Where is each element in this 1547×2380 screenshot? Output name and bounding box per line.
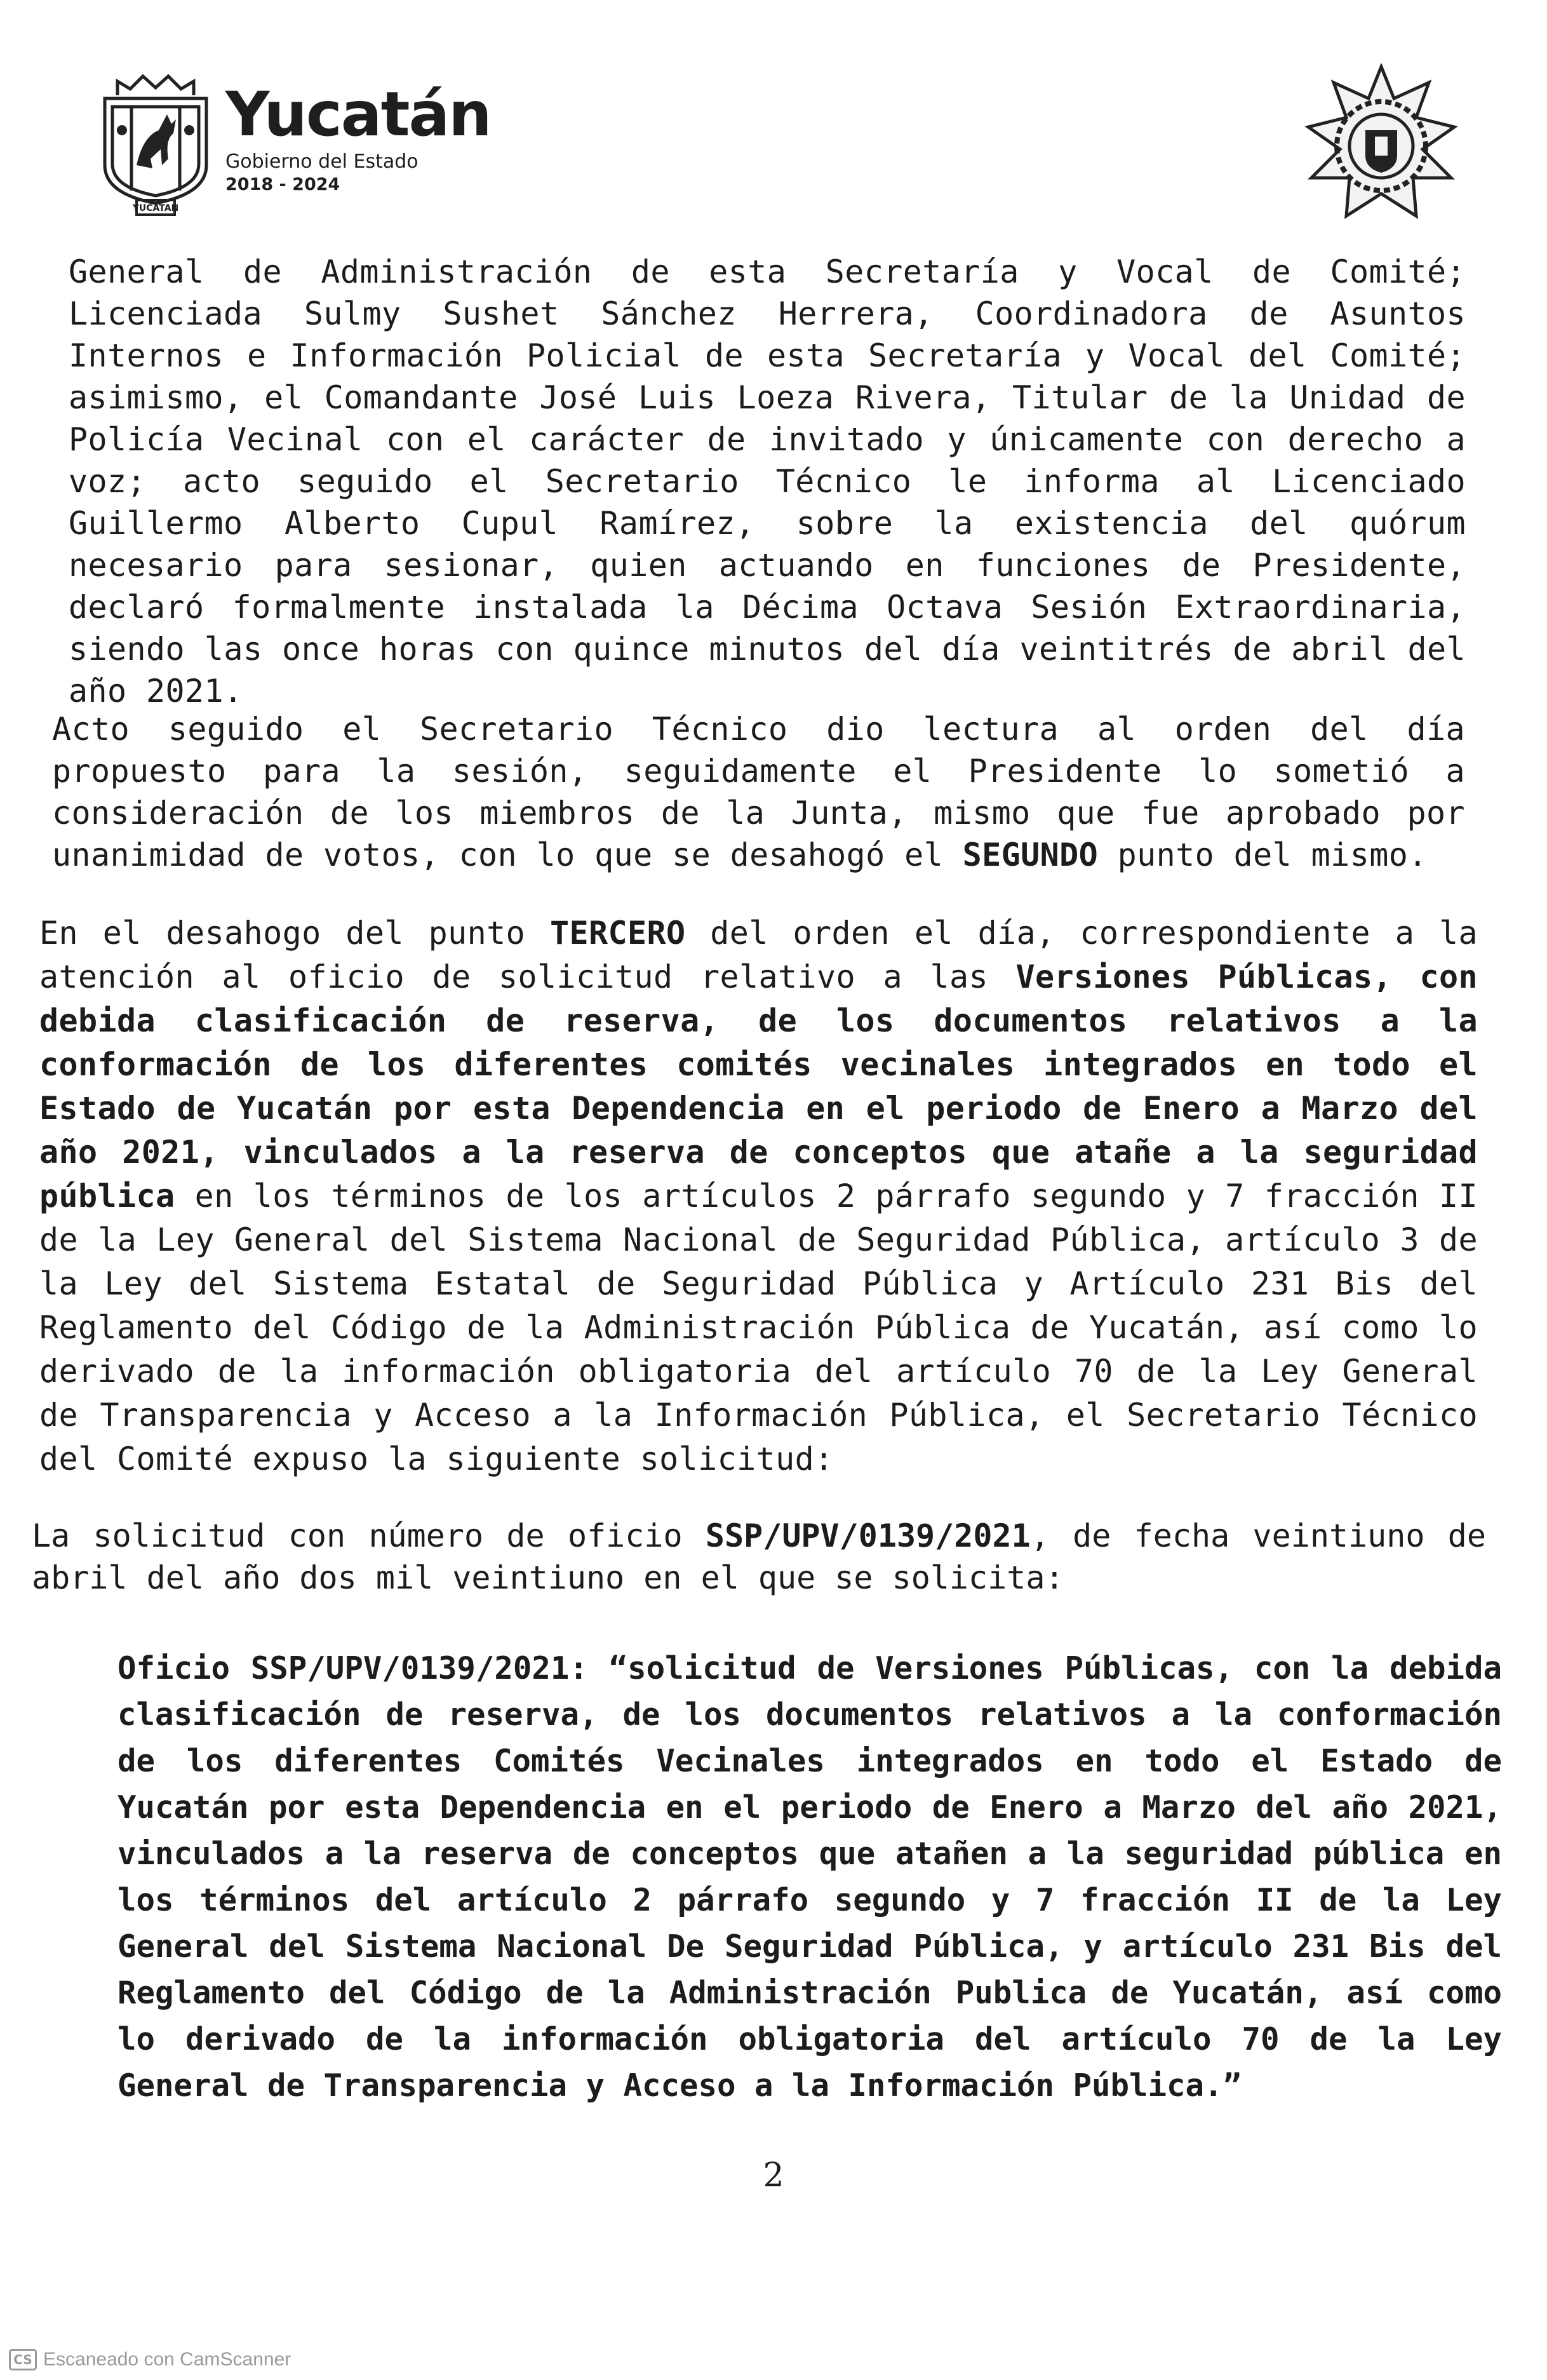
shield-caption: YUCATAN <box>132 203 179 213</box>
paragraph-attendance: General de Administración de esta Secretaría y Vocal de Comité; Licenciada Sulmy Sushet Sánchez Herrera, Coordinadora de Asuntos Internos e Información Policial de esta Secretaría y Vocal del Comité; asimismo, el Comandante José Luis Loeza Rivera, Titular de la Unidad de Policía Vecinal con el carácter de invitado y únicamente con derecho a voz; acto seguido el Secretario Técnico le informa al Licenciado Guillermo Alberto Cupul Ramírez, sobre la existencia del quórum necesario para sesionar, quien actuando en funciones de Presidente, declaró formalmente instalada la Décima Octava Sesión Extraordinaria, siendo las once horas con quince minutos del día veintitrés de abril del año 2021. <box>69 253 1466 709</box>
request-text-c: , de fecha veintiuno de abril del año dos mil veintiuno en el que se solicita: <box>32 1517 1486 1596</box>
police-star-badge-icon <box>1299 64 1464 229</box>
brand-name: Yucatán <box>225 79 491 150</box>
paragraph-agenda <box>52 708 1465 876</box>
camscanner-watermark <box>9 2346 291 2374</box>
third-point-text-a: En el desahogo del punto <box>39 915 550 951</box>
brand-years: 2018 - 2024 <box>225 175 340 194</box>
yucatan-coat-of-arms-icon <box>92 70 219 219</box>
request-text-a: La solicitud con número de oficio <box>32 1517 706 1554</box>
brand-block <box>225 79 491 196</box>
camscanner-logo-icon: CS <box>9 2349 37 2370</box>
third-point-text-e: en los términos de los artículos 2 párrafo segundo y 7 fracción II de la Ley General del Sistema Nacional de Seguridad Pública, artículo 3 de la Ley del Sistema Estatal de Seguridad Pública y Artículo 231 Bis del Reglamento del Código de la Administración Pública de Yucatán, así como lo derivado de la información obligatoria del artículo 70 de la Ley General de Transparencia y Acceso a la Información Pública, el Secretario Técnico del Comité expuso la siguiente solicitud: <box>39 1178 1478 1477</box>
camscanner-label: Escaneado con CamScanner <box>43 2349 291 2370</box>
page-number: 2 <box>763 2156 784 2195</box>
agenda-point-segundo: SEGUNDO <box>962 837 1099 873</box>
request-oficio-number: SSP/UPV/0139/2021 <box>705 1517 1031 1554</box>
letterhead <box>0 0 1547 241</box>
third-point-label: TERCERO <box>549 915 686 951</box>
third-point-subject: Versiones Públicas, con debida clasificación de reserva, de los documentos relativos a la conformación de los diferentes comités vecinales integrados en todo el Estado de Yucatán por esta Dependencia en el periodo de Enero a Marzo del año 2021, vinculados a la reserva de conceptos que atañe a la seguridad pública <box>39 958 1478 1214</box>
oficio-quote: Oficio SSP/UPV/0139/2021: “solicitud de Versiones Públicas, con la debida clasificación de reserva, de los documentos relativos a la conformación de los diferentes Comités Vecinales integrados en todo el Estado de Yucatán por esta Dependencia en el periodo de Enero a Marzo del año 2021, vinculados a la reserva de conceptos que atañen a la seguridad pública en los términos del artículo 2 párrafo segundo y 7 fracción II de la Ley General del Sistema Nacional De Seguridad Pública, y artículo 231 Bis del Reglamento del Código de la Administración Publica de Yucatán, así como lo derivado de la información obligatoria del artículo 70 de la Ley General de Transparencia y Acceso a la Información Pública.” <box>117 1650 1502 2104</box>
paragraph-request <box>32 1515 1486 1599</box>
third-point-text-c: del orden el día, correspondiente a la atención al oficio de solicitud relativo a las <box>39 915 1478 995</box>
agenda-text-c: punto del mismo. <box>1098 837 1428 873</box>
agenda-text-a: Acto seguido el Secretario Técnico dio lectura al orden del día propuesto para la sesión, seguidamente el Presidente lo sometió a consideración de los miembros de la Junta, mismo que fue aprobado por unanimidad de votos, con lo que se desahogó el <box>52 711 1465 873</box>
paragraph-third-point <box>39 911 1478 1481</box>
brand-subtitle: Gobierno del Estado <box>225 151 419 173</box>
